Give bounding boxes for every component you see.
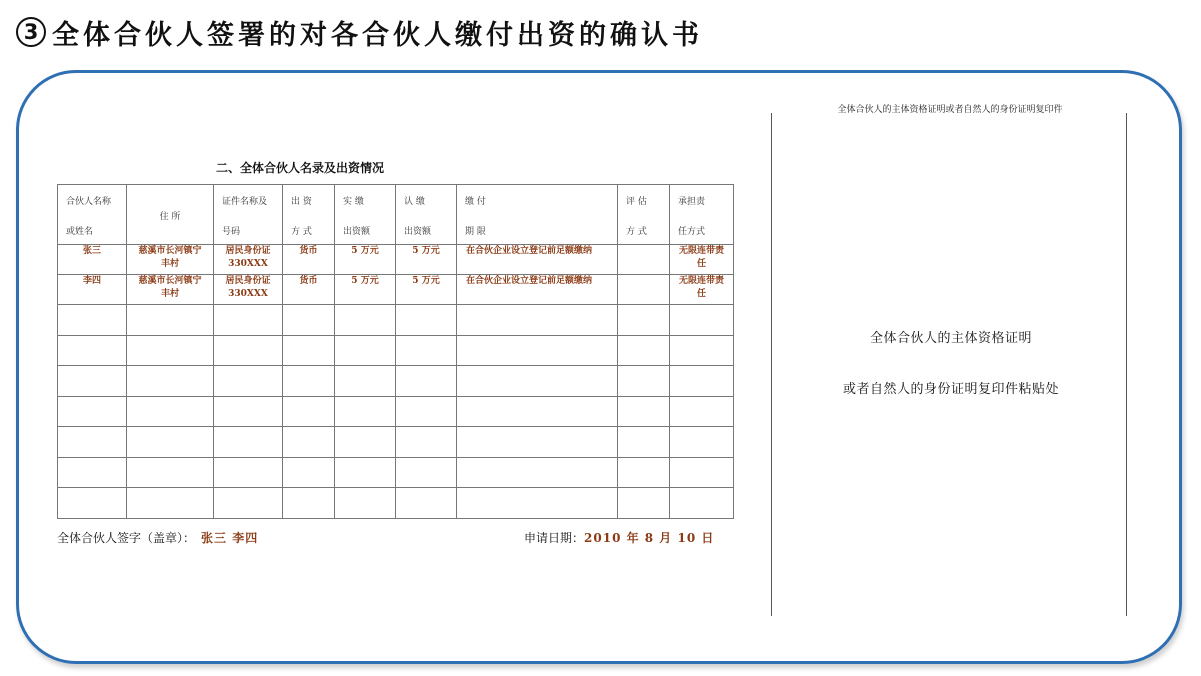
partner-address: 慈溪市长河镇宁 丰村 (127, 245, 214, 275)
header-cell: 住 所 (127, 185, 214, 245)
payment-term: 在合伙企业设立登记前足额缴纳 (457, 275, 618, 305)
header-cell: 认 缴 出资额 (396, 185, 457, 245)
liability-type: 无限连带责 任 (670, 275, 734, 305)
partner-id: 居民身份证 330XXX (214, 245, 283, 275)
valuation-method (618, 275, 670, 305)
id-copy-header: 全体合伙人的主体资格证明或者自然人的身份证明复印件 (837, 105, 1063, 115)
header-cell: 评 估 方 式 (618, 185, 670, 245)
partner-id: 居民身份证 330XXX (214, 275, 283, 305)
date-value: 2010 年 8 月 10 日 (584, 531, 715, 545)
empty-row (58, 305, 734, 336)
liability-type: 无限连带责 任 (670, 245, 734, 275)
payment-term: 在合伙企业设立登记前足额缴纳 (457, 245, 618, 275)
header-cell: 合伙人名称 或姓名 (58, 185, 127, 245)
header-cell: 缴 付 期 限 (457, 185, 618, 245)
signature-label: 全体合伙人签字（盖章）： (57, 531, 196, 545)
signature-names: 张三 李四 (201, 531, 259, 545)
header-cell: 证件名称及 号码 (214, 185, 283, 245)
empty-row (58, 427, 734, 458)
contribution-method: 货币 (283, 245, 335, 275)
circled-number: 3 (16, 17, 46, 47)
date-label: 申请日期： (524, 531, 585, 545)
table-header-row (58, 185, 734, 245)
table-row (58, 245, 734, 275)
page-heading (16, 12, 703, 52)
subscribed-amount: 5 万元 (396, 245, 457, 275)
id-copy-line-1: 全体合伙人的主体资格证明 (869, 331, 1032, 346)
empty-row (58, 488, 734, 519)
partner-name: 张三 (58, 245, 127, 275)
paid-amount: 5 万元 (335, 245, 396, 275)
heading-text: 全体合伙人签署的对各合伙人缴付出资的确认书 (52, 19, 703, 51)
partner-name: 李四 (58, 275, 127, 305)
divider-left (771, 113, 772, 616)
header-cell: 出 资 方 式 (283, 185, 335, 245)
table-title: 二、全体合伙人名录及出资情况 (215, 161, 384, 175)
subscribed-amount: 5 万元 (396, 275, 457, 305)
table-row (58, 275, 734, 305)
id-copy-line-2: 或者自然人的身份证明复印件粘贴处 (842, 382, 1059, 397)
header-cell: 实 缴 出资额 (335, 185, 396, 245)
empty-row (58, 335, 734, 366)
partner-address: 慈溪市长河镇宁 丰村 (127, 275, 214, 305)
valuation-method (618, 245, 670, 275)
signature-line (57, 529, 258, 546)
header-cell: 承担责 任方式 (670, 185, 734, 245)
empty-row (58, 366, 734, 397)
divider-right (1126, 113, 1127, 616)
paid-amount: 5 万元 (335, 275, 396, 305)
application-date (524, 529, 714, 546)
empty-row (58, 457, 734, 488)
contribution-method: 货币 (283, 275, 335, 305)
partners-table (57, 184, 734, 519)
empty-row (58, 396, 734, 427)
